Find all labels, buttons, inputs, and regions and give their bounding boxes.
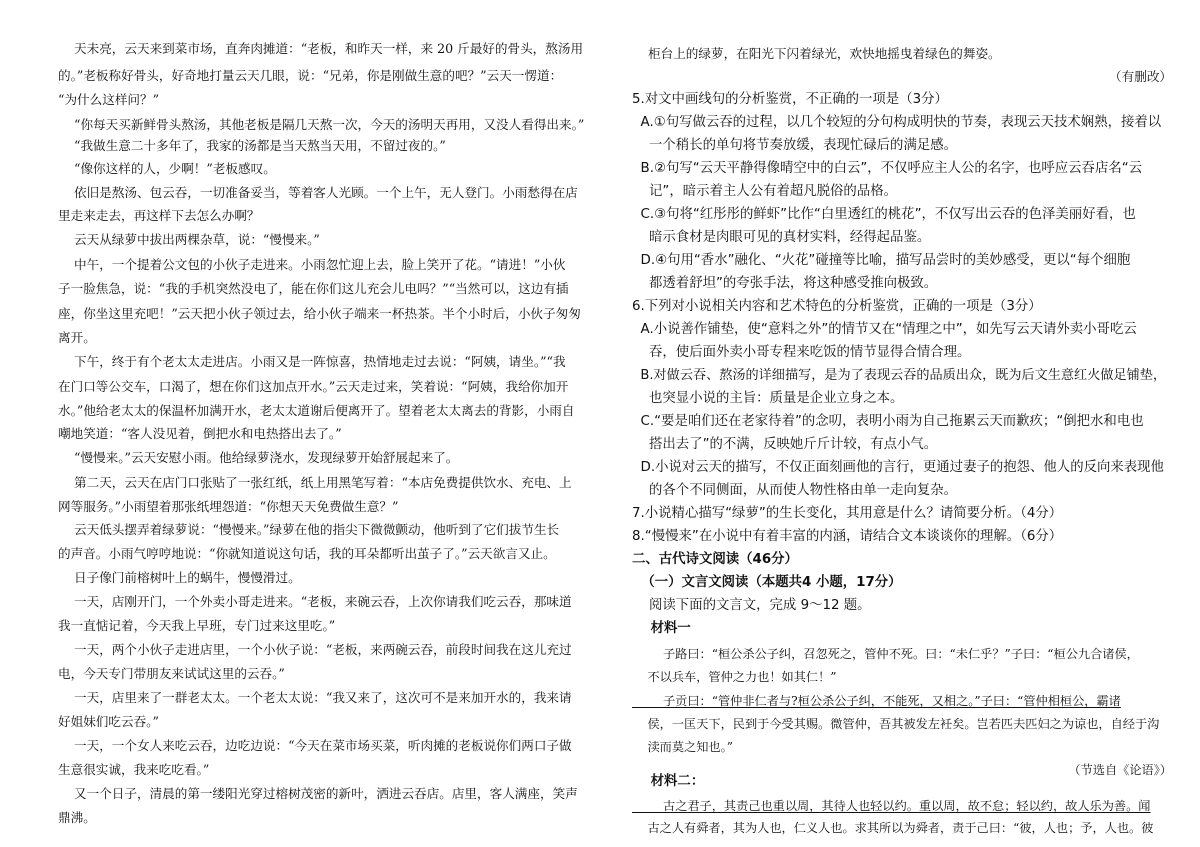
story-line: 中午，一个提着公文包的小伙子走进来。小雨忽忙迎上去，脸上笑开了花。“请进！”小伙 (58, 257, 566, 272)
story-line: 里走来走去，再这样下去怎么办啊？ (58, 208, 260, 223)
story-line: 依旧是熬汤、包云吞，一切准备妥当，等着客人光顾。一个上午，无人登门。小雨愁得在店 (58, 185, 578, 200)
classical-line: 不以兵车，管仲之力也！如其仁！” (632, 670, 837, 684)
section-heading: 二、古代诗文阅读（46分） (632, 552, 798, 567)
source-note: （节选自《论语》） (1068, 763, 1172, 777)
story-line: “为什么这样问？” (58, 92, 160, 107)
option-6a: A.小说善作铺垫，使“意料之外”的情节又在“情理之中”，如先写云天请外卖小哥吃云 (632, 322, 1137, 337)
question-8: 8.“慢慢来”在小说中有着丰富的内涵，请结合文本谈谈你的理解。（6分） (632, 529, 1063, 544)
classical-line: 侯，一匡天下，民到于今受其赐。微管仲，吾其被发左衽矣。岂若匹夫匹妇之为谅也，自经于沟 (632, 717, 1160, 731)
story-line: 好姐妹们吃云吞。” (58, 714, 159, 729)
instruction: 阅读下面的文言文，完成 9～12 题。 (632, 598, 871, 613)
question-7: 7.小说精心描写“绿萝”的生长变化，其用意是什么？请简要分析。（4分） (632, 506, 1063, 521)
right-column (632, 0, 1172, 847)
story-line: 云天低头摆弄着绿萝说：“慢慢来。”绿萝在他的指尖下微微颤动，他听到了它们拔节生长 (58, 522, 560, 537)
story-line: 的。”老板称好骨头，好奇地打量云天几眼，说：“兄弟，你是刚做生意的吧？”云天一愣道： (58, 68, 563, 83)
option-5b-cont: 记”，暗示着主人公有着超凡脱俗的品格。 (632, 184, 897, 199)
story-line: 嘲地笑道：“客人没见着，倒把水和电热搭出去了。” (58, 426, 342, 441)
option-6d-cont: 的各个不同侧面，从而使人物性格由单一走向复杂。 (632, 483, 958, 498)
story-line: 生意很实诚，我来吃吃看。” (58, 762, 210, 777)
option-6d: D.小说对云天的描写，不仅正面刻画他的言行，更通过妻子的抱怨、他人的反向来表现他 (632, 460, 1164, 475)
story-line: “我做生意二十多年了，我家的汤都是当天熬当天用，不留过夜的。” (58, 138, 446, 153)
option-5c: C.③句将“红彤彤的鲜虾”比作“白里透红的桃花”，不仅写出云吞的色泽美丽好看，也 (632, 207, 1136, 222)
story-line: 云天从绿萝中拔出两棵杂草，说：“慢慢来。” (58, 232, 320, 247)
classical-line-underlined: 子贡曰：“管仲非仁者与?桓公杀公子纠，不能死，又相之。”子曰：“管仲相桓公，霸诸 (632, 694, 1121, 708)
story-line: 在门口等公交车，口渴了，想在你们这加点开水。”云天走过来，笑着说：“阿姨，我给你加开 (58, 379, 569, 394)
story-line: 离开。 (58, 330, 96, 345)
story-line: 网等服务。”小雨望着那张纸埋怨道：“你想天天免费做生意？” (58, 499, 399, 514)
classical-line: 子路曰：“桓公杀公子纠，召忽死之，管仲不死。曰：“未仁乎？”子曰：“桓公九合诸侯， (632, 647, 1139, 661)
story-line: 第二天，云天在店门口张贴了一张红纸，纸上用黑笔写着：“本店免费提供饮水、充电、上 (58, 475, 572, 490)
option-5d-cont: 都透着舒坦”的夸张手法，将这种感受推向极致。 (632, 276, 938, 291)
classical-line: 渎而莫之知也。” (632, 740, 733, 754)
story-line: “你每天买新鲜骨头熬汤，其他老板是隔几天熬一次，今天的汤明天再用，又没人看得出来。” (58, 117, 585, 132)
classical-line-underlined: 古之君子，其责己也重以周，其待人也轻以约。重以周，故不怠；轻以约，故人乐为善。闻 (632, 799, 1151, 813)
story-line: 座，你坐这里充吧！”云天把小伙子领过去，给小伙子端来一杯热茶。半个小时后，小伙子匆匆 (58, 306, 581, 321)
left-column (58, 0, 596, 847)
material-2-label: 材料二： (632, 774, 705, 789)
story-line: 鼎沸。 (58, 810, 96, 825)
source-note: （有删改） (1109, 69, 1172, 84)
option-6b: B.对做云吞、熬汤的详细描写，是为了表现云吞的品质出众，既为后文生意红火做足铺垫， (632, 368, 1167, 383)
classical-line: 古之人有舜者，其为人也，仁义人也。求其所以为舜者，责于己曰：“彼，人也；予，人也。彼 (632, 821, 1154, 835)
story-line: 一天，两个小伙子走进店里，一个小伙子说：“老板，来两碗云吞，前段时间我在这儿充过 (58, 642, 572, 657)
story-line: 一天，店里来了一群老太太。一个老太太说：“我又来了，这次可不是来加开水的，我来请 (58, 690, 572, 705)
option-5a: A.①句写做云吞的过程，以几个较短的分句构成明快的节奏，表现云天技术娴熟，接着以 (632, 115, 1162, 130)
story-line: 子一脸焦急，说：“我的手机突然没电了，能在你们这儿充会儿电吗？”“当然可以，这边有插 (58, 281, 569, 296)
story-line: 日子像门前榕树叶上的蜗牛，慢慢滑过。 (58, 570, 301, 585)
option-5b: B.②句写“云天平静得像晴空中的白云”，不仅呼应主人公的名字，也呼应云吞店名“云 (632, 161, 1143, 176)
story-line: “慢慢来。”云天安慰小雨。他给绿萝浇水，发现绿萝开始舒展起来了。 (58, 450, 459, 465)
subsection-heading: （一）文言文阅读（本题共4 小题，17分） (632, 575, 902, 590)
story-line: 水。”他给老太太的保温杯加满开水，老太太道谢后便离开了。望着老太太离去的背影，小雨自 (58, 403, 575, 418)
option-5d: D.④句用“香水”融化、“火花”碰撞等比喻，描写品尝时的美妙感受，更以“每个细胞 (632, 253, 1131, 268)
story-line: “像你这样的人，少啊！”老板感叹。 (58, 161, 276, 176)
option-5c-cont: 暗示食材是肉眼可见的真材实料，经得起品鉴。 (632, 230, 931, 245)
story-line: 一天，店刚开门，一个外卖小哥走进来。“老板，来碗云吞，上次你请我们吃云吞，那味道 (58, 594, 572, 609)
story-line: 下午，终于有个老太太走进店。小雨又是一阵惊喜，热情地走过去说：“阿姨，请坐。”“我 (58, 354, 566, 369)
story-line: 又一个日子，清晨的第一缕阳光穿过榕树茂密的新叶，洒进云吞店。店里，客人满座，笑声 (58, 786, 578, 801)
option-6c: C.“要是咱们还在老家待着”的念叨，表明小雨为自己拖累云天而歉疚；“倒把水和电也 (632, 414, 1144, 429)
story-line: 柜台上的绿萝，在阳光下闪着绿光，欢快地摇曳着绿色的舞姿。 (632, 46, 1001, 61)
story-line: 的声音。小雨气哼哼地说：“你就知道说这句话，我的耳朵都听出茧子了。”云天欲言又止。 (58, 546, 556, 561)
option-6b-cont: 也突显小说的主旨：质量是企业立身之本。 (632, 391, 904, 406)
story-line: 天未亮，云天来到菜市场，直奔肉摊道：“老板，和昨天一样，来 20 斤最好的骨头，熬汤用 (58, 41, 584, 56)
material-1-label: 材料一 (632, 621, 691, 636)
story-line: 电，今天专门带朋友来试试这里的云吞。” (58, 666, 285, 681)
option-6c-cont: 搭出去了”的不满，反映她斤斤计较，有点小气。 (632, 437, 938, 452)
option-6a-cont: 吞，使后面外卖小哥专程来吃饭的情节显得合情合理。 (632, 345, 971, 360)
option-5a-cont: 一个稍长的单句将节奏放缓，表现忙碌后的满足感。 (632, 138, 958, 153)
question-5: 5.对文中画线句的分析鉴赏，不正确的一项是（3分） (632, 92, 948, 107)
question-6: 6.下列对小说相关内容和艺术特色的分析鉴赏，正确的一项是（3分） (632, 299, 1042, 314)
story-line: 一天，一个女人来吃云吞，边吃边说：“今天在菜市场买菜，听肉摊的老板说你们两口子做 (58, 738, 572, 753)
story-line: 我一直惦记着，今天我上早班，专门过来这里吃。” (58, 618, 336, 633)
